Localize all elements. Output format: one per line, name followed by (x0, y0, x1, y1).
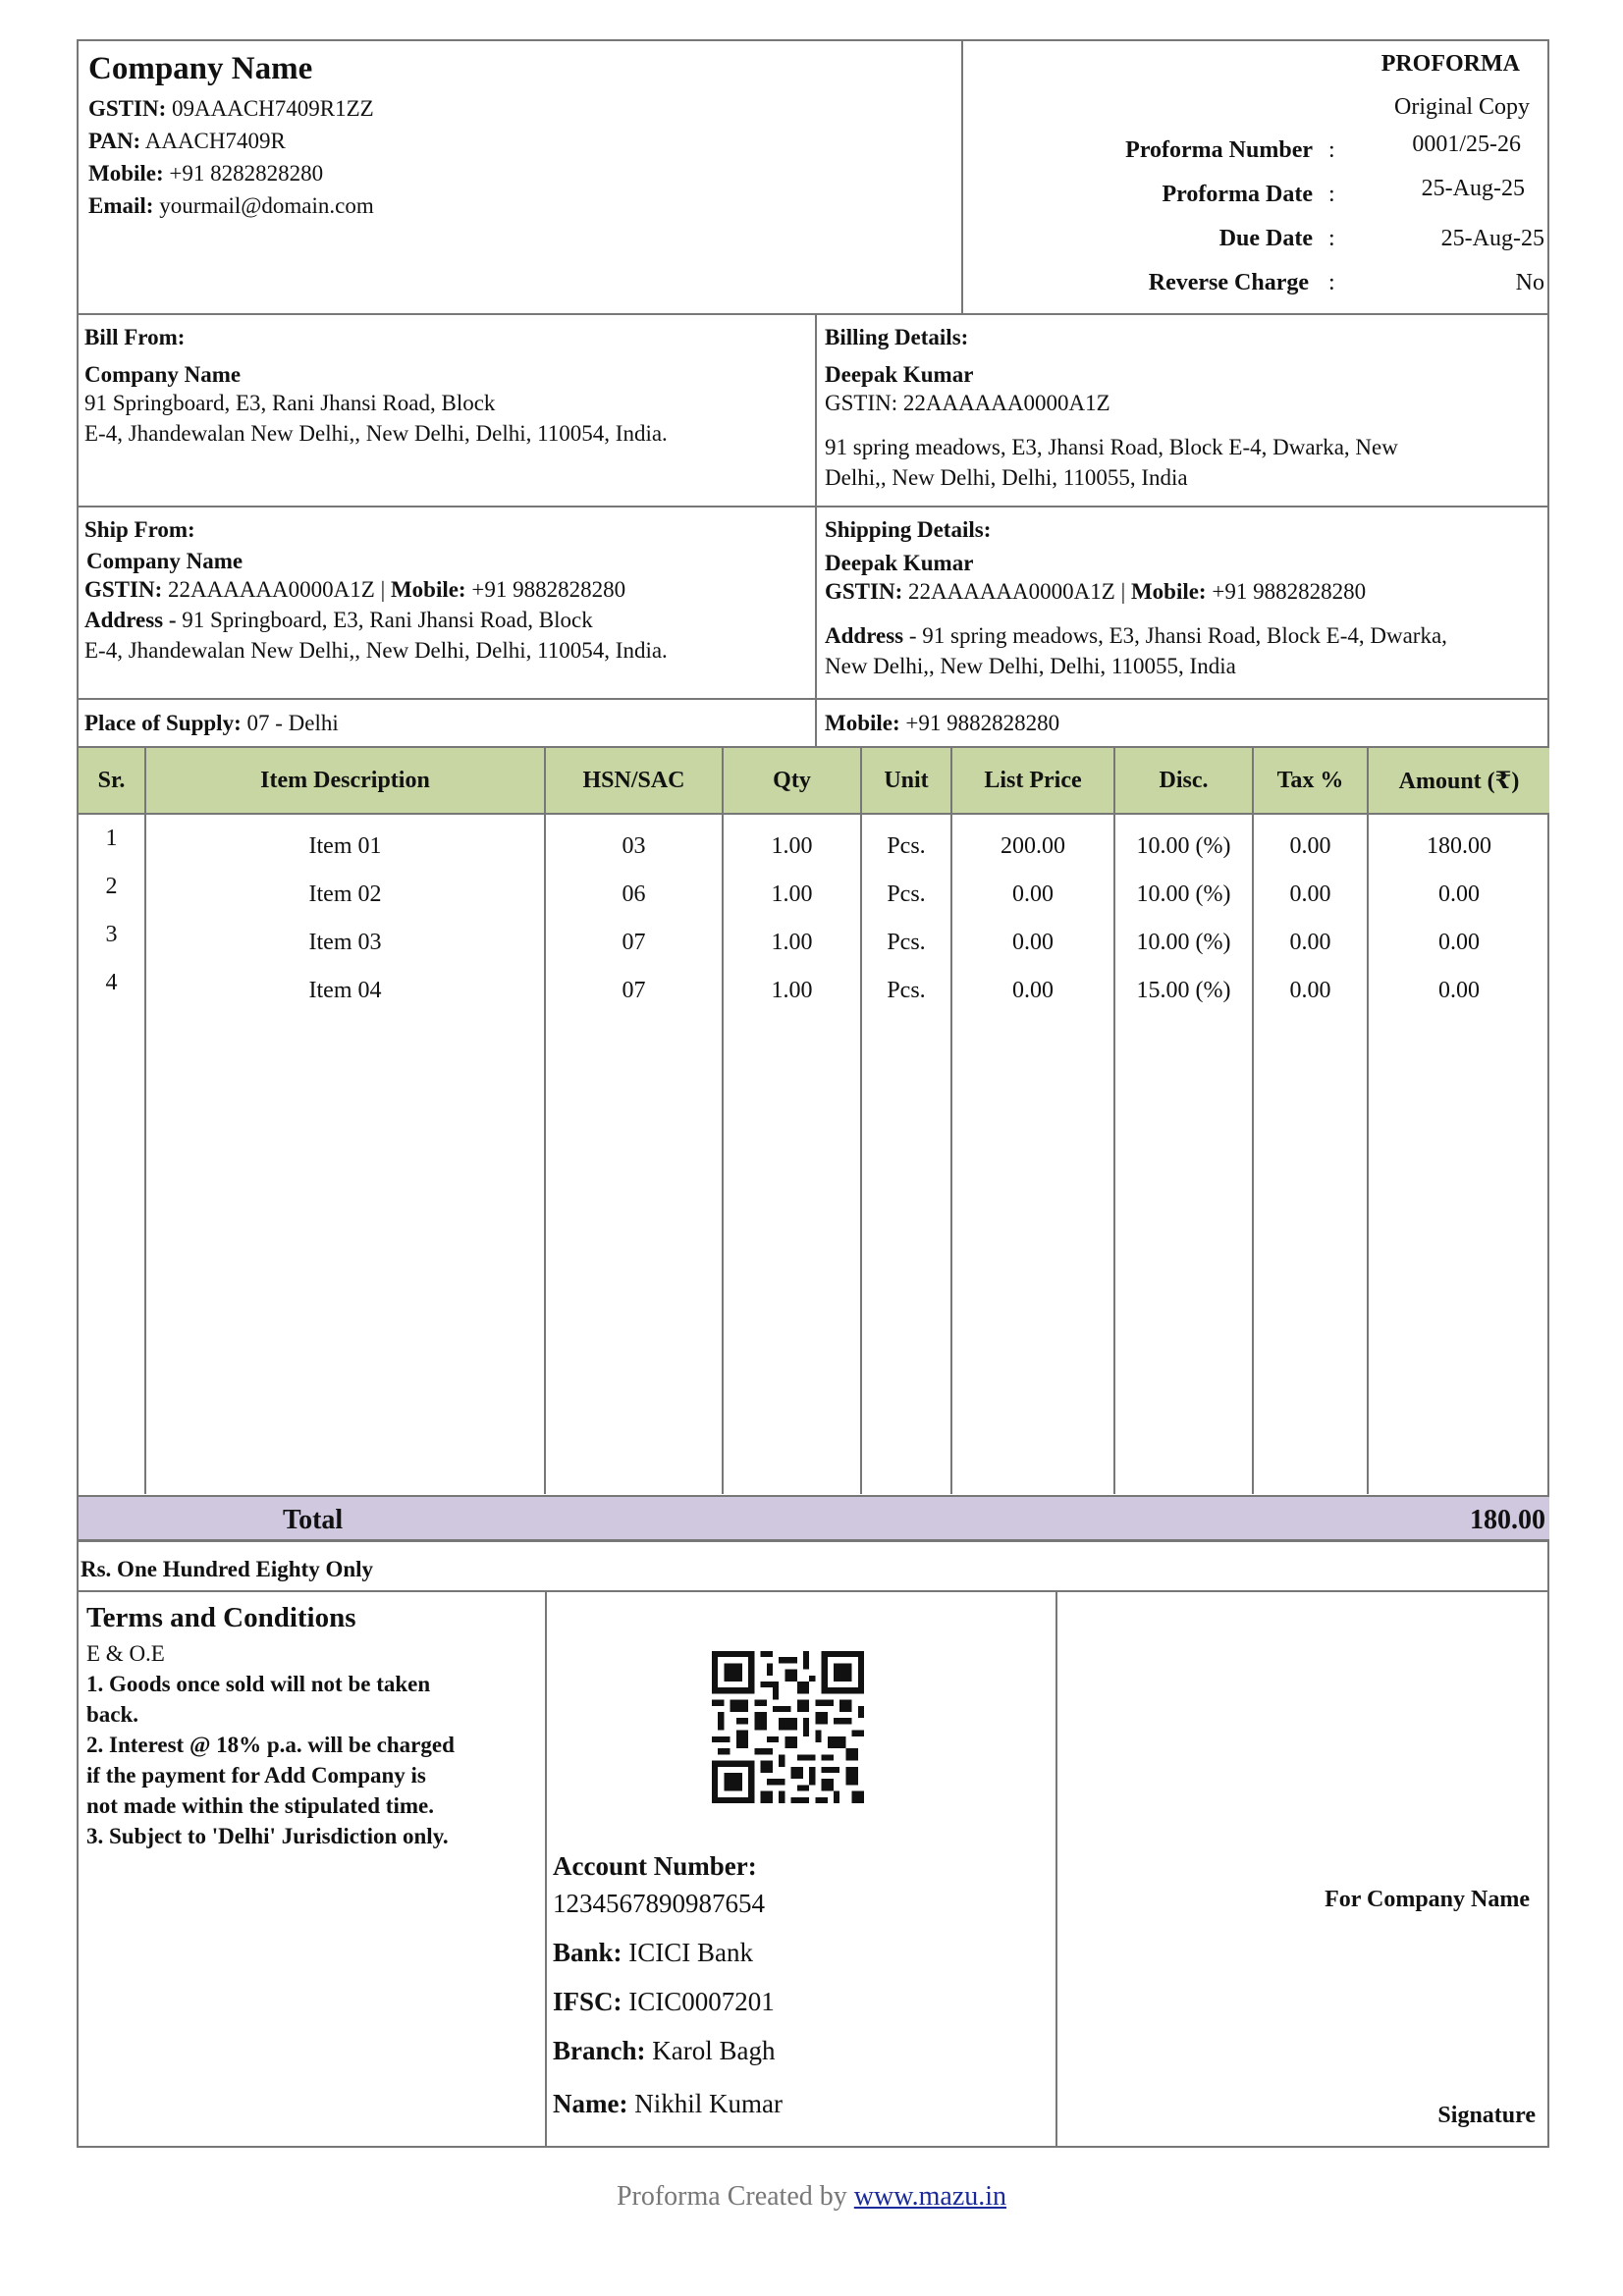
table-cell: 0.00 (1012, 930, 1054, 955)
ship-from-address-line-1 (84, 605, 815, 635)
signature-block (1055, 1592, 1549, 2148)
email-value: yourmail@domain.com (159, 193, 374, 218)
address-label: Address - (84, 608, 177, 632)
meta-proforma-number (963, 132, 1552, 171)
table-body (79, 814, 1549, 1494)
table-cell: 0.00 (1438, 978, 1480, 1003)
shipping-title: Shipping Details: (825, 517, 992, 542)
terms-title: Terms and Conditions (86, 1602, 356, 1633)
bank-branch (553, 2032, 783, 2069)
table-cell: 10.00 (%) (1136, 930, 1231, 955)
column-qty (723, 814, 861, 1494)
separator: | (1120, 579, 1126, 604)
name-label: Name: (553, 2089, 628, 2118)
place-of-supply (79, 700, 815, 746)
proforma-invoice (77, 39, 1549, 2148)
billing-details (815, 315, 1549, 507)
column-amount (1368, 814, 1549, 1494)
meta-value: 25-Aug-25 (1440, 226, 1544, 251)
column-hsn-sac (545, 814, 723, 1494)
mobile-label: Mobile: (88, 161, 164, 186)
account-number-label: Account Number: (553, 1851, 757, 1881)
meta-colon: : (1328, 182, 1335, 207)
bill-from-title: Bill From: (84, 325, 186, 349)
table-cell: 10.00 (%) (1136, 881, 1231, 907)
table-cell: Pcs. (887, 833, 926, 859)
email-label: Email: (88, 193, 154, 218)
terms-line: back. (86, 1702, 139, 1727)
table-cell: 03 (622, 833, 646, 859)
company-email (88, 193, 374, 219)
copy-type: Original Copy (1394, 94, 1530, 120)
shipping-gstin-mobile (825, 576, 1549, 607)
table-cell: 2 (105, 874, 118, 899)
table-cell: 0.00 (1012, 978, 1054, 1003)
account-holder (553, 2085, 783, 2122)
gstin-label: GSTIN: (825, 579, 903, 604)
separator: | (380, 577, 386, 602)
table-cell: Pcs. (887, 978, 926, 1003)
header-tax: Tax % (1253, 747, 1368, 814)
mobile-value: +91 9882828280 (1212, 579, 1367, 604)
account-number-value: 1234567890987654 (553, 1889, 765, 1918)
header-list-price: List Price (951, 747, 1114, 814)
ifsc-label: IFSC: (553, 1987, 622, 2016)
table-cell: 1.00 (771, 833, 813, 859)
billing-gstin: GSTIN: 22AAAAAA0000A1Z (825, 391, 1110, 415)
table-cell: Item 01 (308, 833, 382, 859)
meta-label: Proforma Date (1162, 182, 1313, 207)
header-discount: Disc. (1114, 747, 1253, 814)
table-cell: 06 (622, 881, 646, 907)
ifsc-value: ICIC0007201 (628, 1987, 775, 2016)
branch-value: Karol Bagh (652, 2036, 776, 2065)
footer (0, 2181, 1623, 2213)
place-of-supply-value: 07 - Delhi (246, 711, 339, 735)
header-amount: Amount (₹) (1368, 747, 1549, 814)
gstin-label: GSTIN: (84, 577, 163, 602)
column-unit (861, 814, 951, 1494)
meta-value: 25-Aug-25 (1421, 176, 1525, 201)
shipping-details (815, 507, 1549, 700)
meta-due-date (963, 226, 1552, 259)
items-table (79, 746, 1549, 1494)
ship-from (79, 507, 815, 700)
table-cell: 0.00 (1012, 881, 1054, 907)
bank-ifsc (553, 1983, 783, 2020)
place-of-supply-label: Place of Supply: (84, 711, 242, 735)
address-value: - 91 spring meadows, E3, Jhansi Road, Block E-4, Dwarka, (908, 623, 1447, 648)
bill-from-name: Company Name (84, 362, 242, 387)
footer-text: Proforma Created by (616, 2181, 847, 2212)
mobile-value: +91 8282828280 (169, 161, 324, 186)
document-type: PROFORMA (1380, 51, 1520, 77)
mobile-label: Mobile: (1130, 579, 1207, 604)
ship-from-title: Ship From: (84, 517, 195, 542)
table-cell: 0.00 (1438, 881, 1480, 907)
column-item-description (145, 814, 545, 1494)
company-pan (88, 129, 286, 154)
bill-from-address-line-2: E-4, Jhandewalan New Delhi,, New Delhi, Delhi, 110054, India. (84, 421, 668, 446)
bank-name (553, 1934, 783, 1971)
bill-from (79, 315, 815, 507)
billing-name: Deepak Kumar (825, 362, 974, 387)
terms-line: not made within the stipulated time. (86, 1793, 434, 1818)
table-cell: 1.00 (771, 978, 813, 1003)
gstin-value: 22AAAAAA0000A1Z (908, 579, 1115, 604)
bill-from-address-line-1: 91 Springboard, E3, Rani Jhansi Road, Block (84, 391, 496, 415)
bank-info (553, 1847, 783, 2122)
bank-details (545, 1592, 1055, 2148)
total-amount: 180.00 (1470, 1505, 1545, 1535)
name-value: Nikhil Kumar (634, 2089, 783, 2118)
invoice-header (79, 41, 1549, 315)
table-cell: Item 04 (308, 978, 382, 1003)
table-cell: 200.00 (1001, 833, 1065, 859)
header-unit: Unit (861, 747, 951, 814)
terms-and-conditions (79, 1592, 545, 2148)
table-cell: 1.00 (771, 930, 813, 955)
column-tax (1253, 814, 1368, 1494)
table-cell: 3 (105, 922, 118, 947)
meta-proforma-date (963, 176, 1552, 215)
ship-from-gstin-mobile (84, 574, 815, 605)
total-row (79, 1495, 1549, 1542)
billing-address-line-2: Delhi,, New Delhi, Delhi, 110055, India (825, 465, 1188, 490)
shipping-address-line-2: New Delhi,, New Delhi, Delhi, 110055, India (825, 654, 1236, 678)
pan-value: AAACH7409R (144, 129, 286, 153)
terms-eoe: E & O.E (86, 1641, 165, 1666)
mobile-value: +91 9882828280 (471, 577, 626, 602)
company-mobile (88, 161, 323, 187)
gstin-value: 22AAAAAA0000A1Z (168, 577, 375, 602)
shipping-address-line-1 (825, 620, 1549, 651)
document-meta (961, 41, 1549, 313)
terms-line: if the payment for Add Company is (86, 1763, 426, 1788)
table-cell: 0.00 (1289, 978, 1331, 1003)
terms-list (86, 1669, 545, 1851)
company-name: Company Name (88, 51, 313, 86)
table-cell: 0.00 (1289, 881, 1331, 907)
signature-label: Signature (1437, 2103, 1536, 2128)
table-cell: Pcs. (887, 881, 926, 907)
table-cell: Item 03 (308, 930, 382, 955)
column-discount (1114, 814, 1253, 1494)
pan-label: PAN: (88, 129, 141, 153)
meta-label: Reverse Charge (1148, 270, 1309, 295)
meta-colon: : (1328, 137, 1335, 163)
ship-from-address-line-2: E-4, Jhandewalan New Delhi,, New Delhi, Delhi, 110054, India. (84, 638, 668, 663)
amount-in-words: Rs. One Hundred Eighty Only (79, 1543, 1549, 1592)
meta-colon: : (1328, 270, 1335, 295)
header-sr: Sr. (79, 747, 145, 814)
meta-value: No (1515, 270, 1544, 295)
total-label: Total (283, 1505, 344, 1535)
table-cell: 180.00 (1427, 833, 1491, 859)
table-cell: Pcs. (887, 930, 926, 955)
header-item-description: Item Description (145, 747, 545, 814)
header-hsn-sac: HSN/SAC (545, 747, 723, 814)
address-label: Address (825, 623, 904, 648)
table-cell: 0.00 (1289, 833, 1331, 859)
gstin-label: GSTIN: (88, 96, 167, 121)
header-qty: Qty (723, 747, 861, 814)
table-cell: 10.00 (%) (1136, 833, 1231, 859)
mobile-value: +91 9882828280 (905, 711, 1060, 735)
bank-label: Bank: (553, 1938, 622, 1967)
ship-from-name: Company Name (86, 549, 243, 573)
terms-line: 3. Subject to 'Delhi' Jurisdiction only. (86, 1824, 449, 1848)
table-header-row (79, 747, 1549, 814)
table-cell: 15.00 (%) (1136, 978, 1231, 1003)
column-sr (79, 814, 145, 1494)
billing-title: Billing Details: (825, 325, 969, 349)
meta-colon: : (1328, 226, 1335, 251)
qr-code-icon (712, 1651, 864, 1803)
meta-label: Due Date (1218, 226, 1313, 251)
gstin-value: 09AAACH7409R1ZZ (172, 96, 374, 121)
table-cell: 0.00 (1289, 930, 1331, 955)
billing-address-line-1: 91 spring meadows, E3, Jhansi Road, Block E-4, Dwarka, New (825, 435, 1398, 459)
terms-line: 1. Goods once sold will not be taken (86, 1672, 431, 1696)
meta-value: 0001/25-26 (1412, 132, 1521, 157)
shipping-name: Deepak Kumar (825, 551, 974, 575)
meta-reverse-charge (963, 270, 1552, 303)
mazu-link[interactable]: www.mazu.in (853, 2181, 1007, 2212)
table-cell: 1 (105, 826, 118, 851)
company-gstin (88, 96, 374, 122)
mobile-label: Mobile: (825, 711, 900, 735)
table-cell: Item 02 (308, 881, 382, 907)
mobile-label: Mobile: (390, 577, 466, 602)
branch-label: Branch: (553, 2036, 646, 2065)
supply-mobile (815, 700, 1549, 746)
table-cell: 0.00 (1438, 930, 1480, 955)
company-info (79, 41, 961, 313)
meta-label: Proforma Number (1125, 137, 1313, 163)
terms-line: 2. Interest @ 18% p.a. will be charged (86, 1733, 455, 1757)
address-value: 91 Springboard, E3, Rani Jhansi Road, Block (182, 608, 593, 632)
column-list-price (951, 814, 1114, 1494)
bank-value: ICICI Bank (628, 1938, 754, 1967)
for-company-name: For Company Name (1325, 1887, 1530, 1912)
table-cell: 1.00 (771, 881, 813, 907)
table-cell: 07 (622, 930, 646, 955)
table-cell: 4 (105, 970, 118, 995)
table-cell: 07 (622, 978, 646, 1003)
